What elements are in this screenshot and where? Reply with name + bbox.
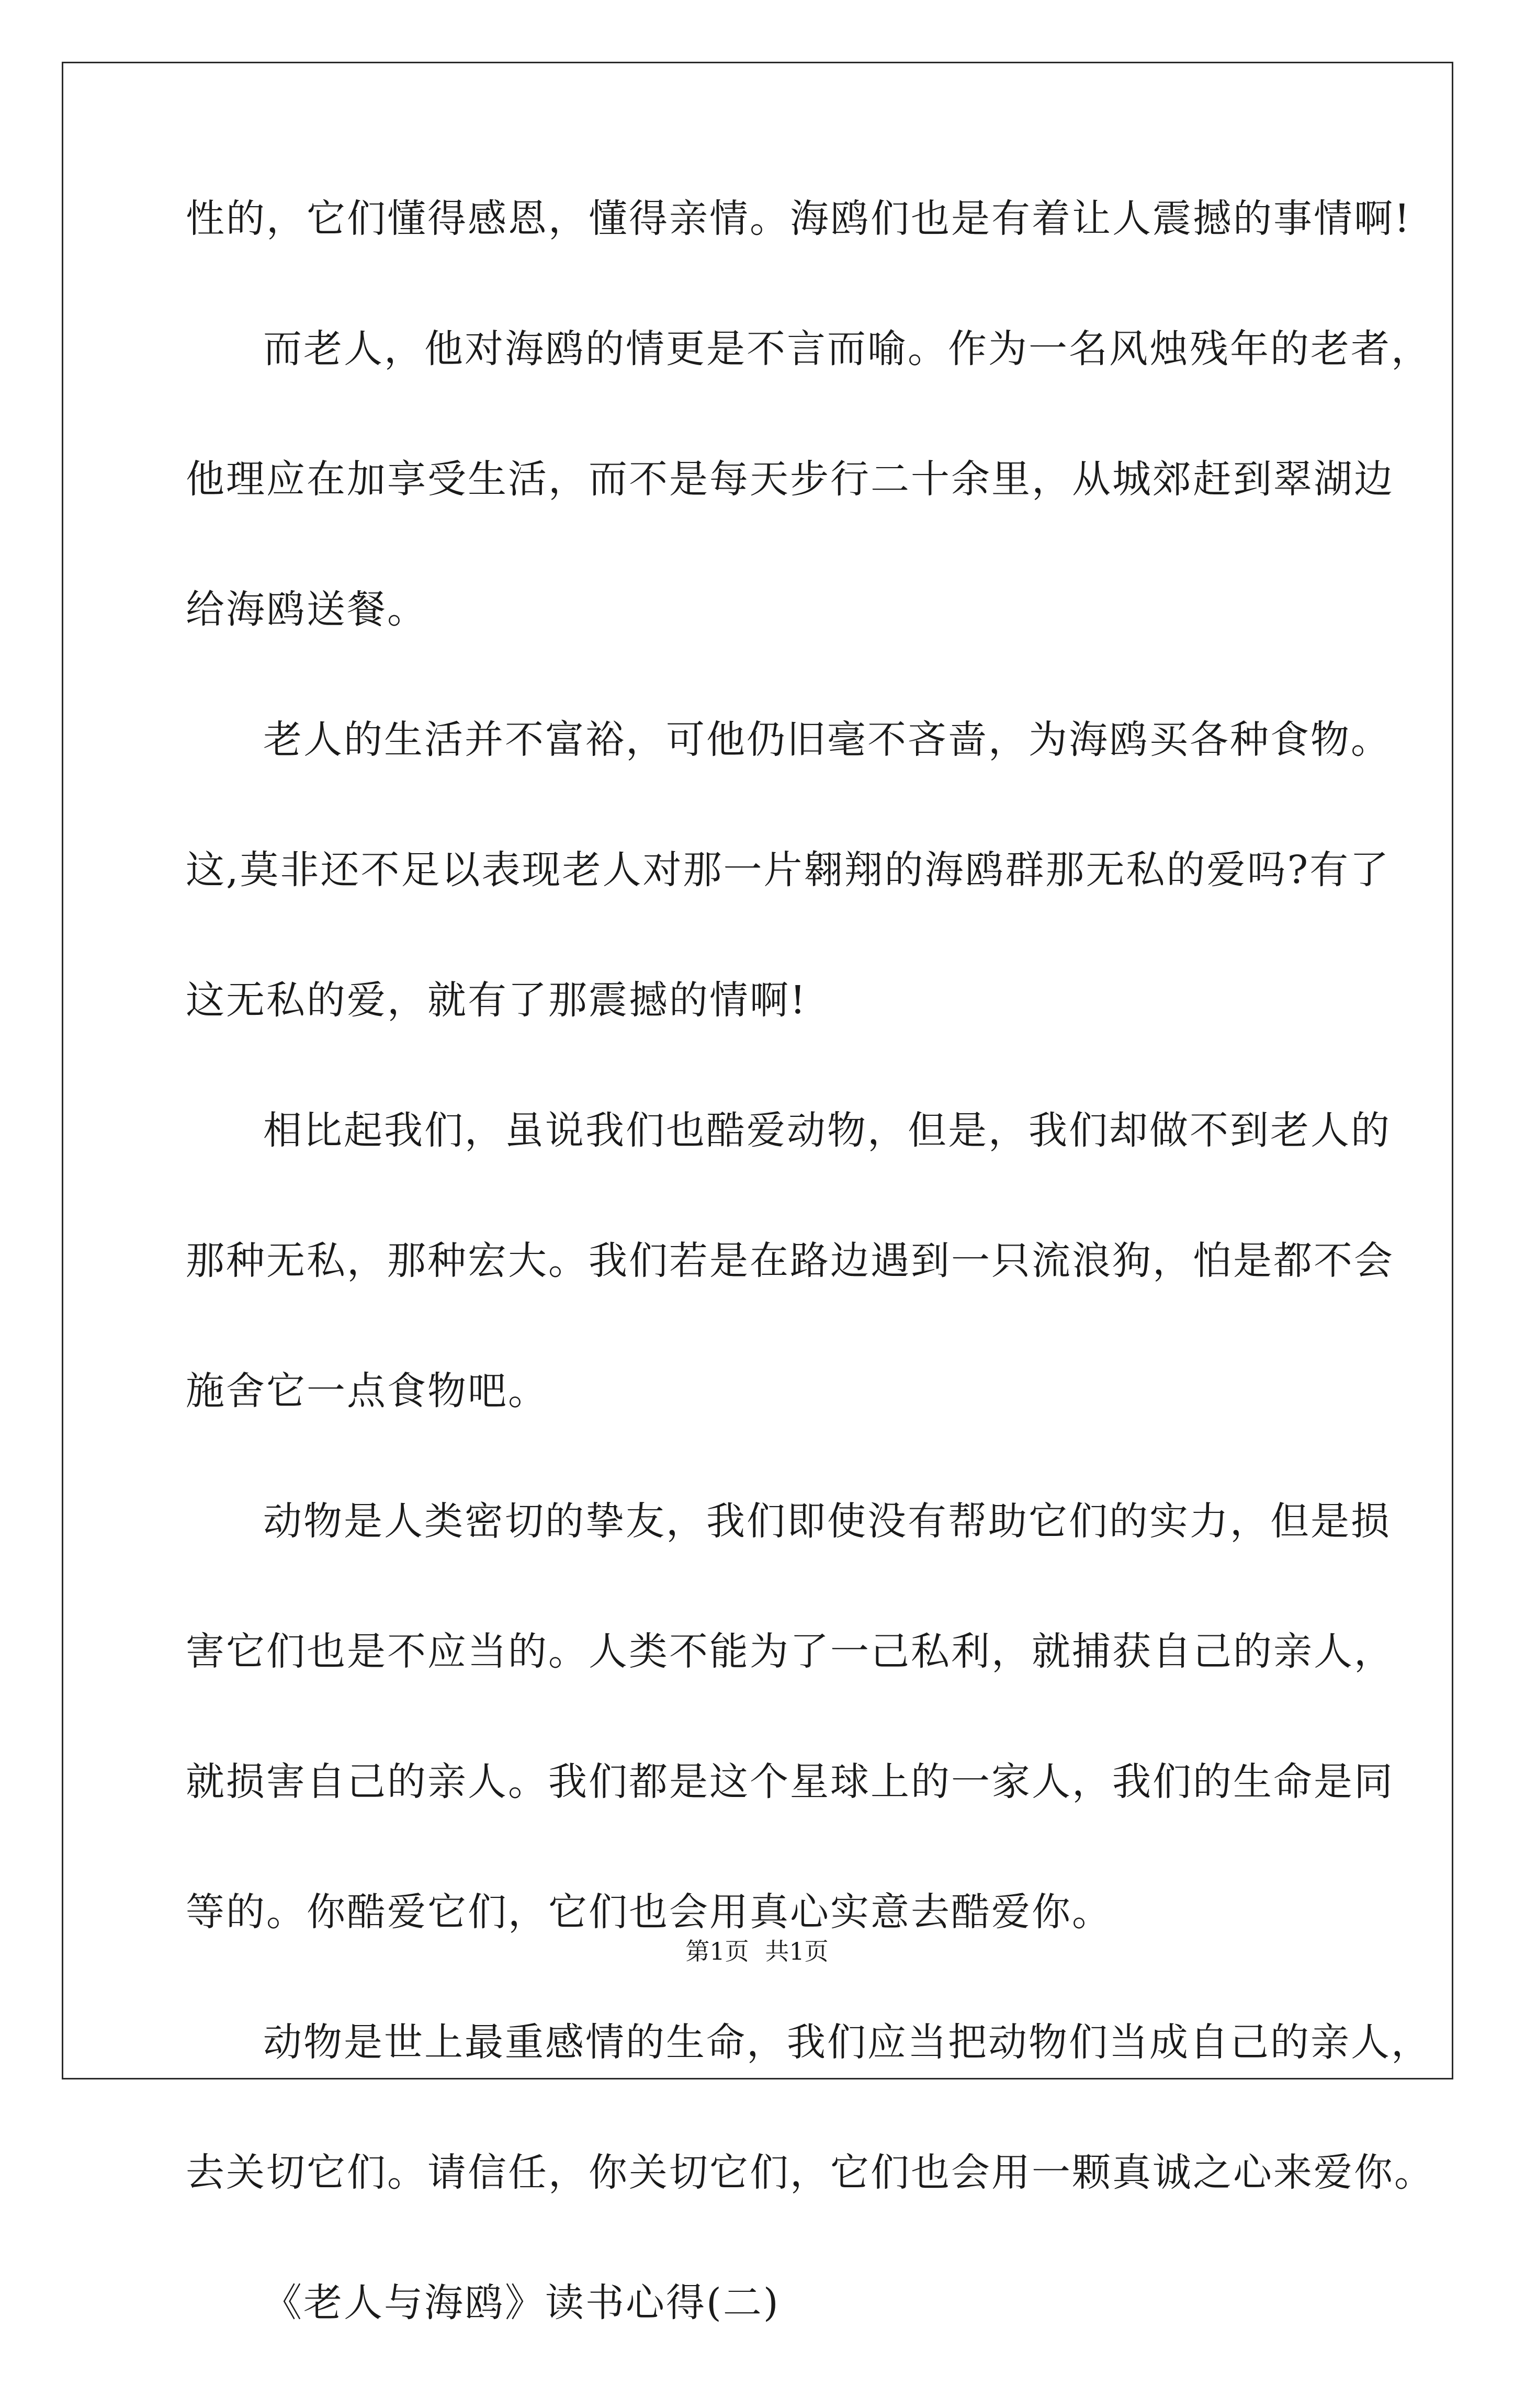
paragraph-line-7: 这无私的爱，就有了那震撼的情啊! [186,978,807,1023]
paragraph-line-10: 施舍它一点食物吧。 [186,1369,548,1414]
document-body [186,194,1434,2408]
section-heading: 《老人与海鸥》读书心得(二) [263,2280,780,2325]
paragraph-line-2: 而老人，他对海鸥的情更是不言而喻。作为一名风烛残年的老者， [263,326,1431,371]
paragraph-line-4: 给海鸥送餐。 [186,587,427,632]
paragraph-line-13: 就损害自己的亲人。我们都是这个星球上的一家人，我们的生命是同 [186,1759,1394,1804]
paragraph-line-15: 动物是世上最重感情的生命，我们应当把动物们当成自己的亲人， [263,2020,1431,2065]
paragraph-line-11: 动物是人类密切的挚友，我们即使没有帮助它们的实力，但是损 [263,1499,1391,1544]
paragraph-line-1: 性的，它们懂得感恩，懂得亲情。海鸥们也是有着让人震撼的事情啊! [186,196,1411,241]
paragraph-line-6: 这,莫非还不足以表现老人对那一片翱翔的海鸥群那无私的爱吗?有了 [186,847,1391,892]
page-footer [0,1936,1514,1967]
paragraph-line-8: 相比起我们，虽说我们也酷爱动物，但是，我们却做不到老人的 [263,1108,1391,1153]
paragraph-line-5: 老人的生活并不富裕，可他仍旧毫不吝啬，为海鸥买各种食物。 [263,717,1391,762]
paragraph-line-9: 那种无私，那种宏大。我们若是在路边遇到一只流浪狗，怕是都不会 [186,1238,1394,1283]
page-total: 共1页 [765,1937,829,1965]
page-number: 第1页 [685,1937,749,1965]
paragraph-line-3: 他理应在加享受生活，而不是每天步行二十余里，从城郊赶到翠湖边 [186,457,1394,502]
paragraph-line-16: 去关切它们。请信任，你关切它们，它们也会用一颗真诚之心来爱你。 [186,2150,1434,2195]
paragraph-line-12: 害它们也是不应当的。人类不能为了一己私利，就捕获自己的亲人， [186,1629,1394,1674]
paragraph-line-14: 等的。你酷爱它们，它们也会用真心实意去酷爱你。 [186,1890,1112,1935]
